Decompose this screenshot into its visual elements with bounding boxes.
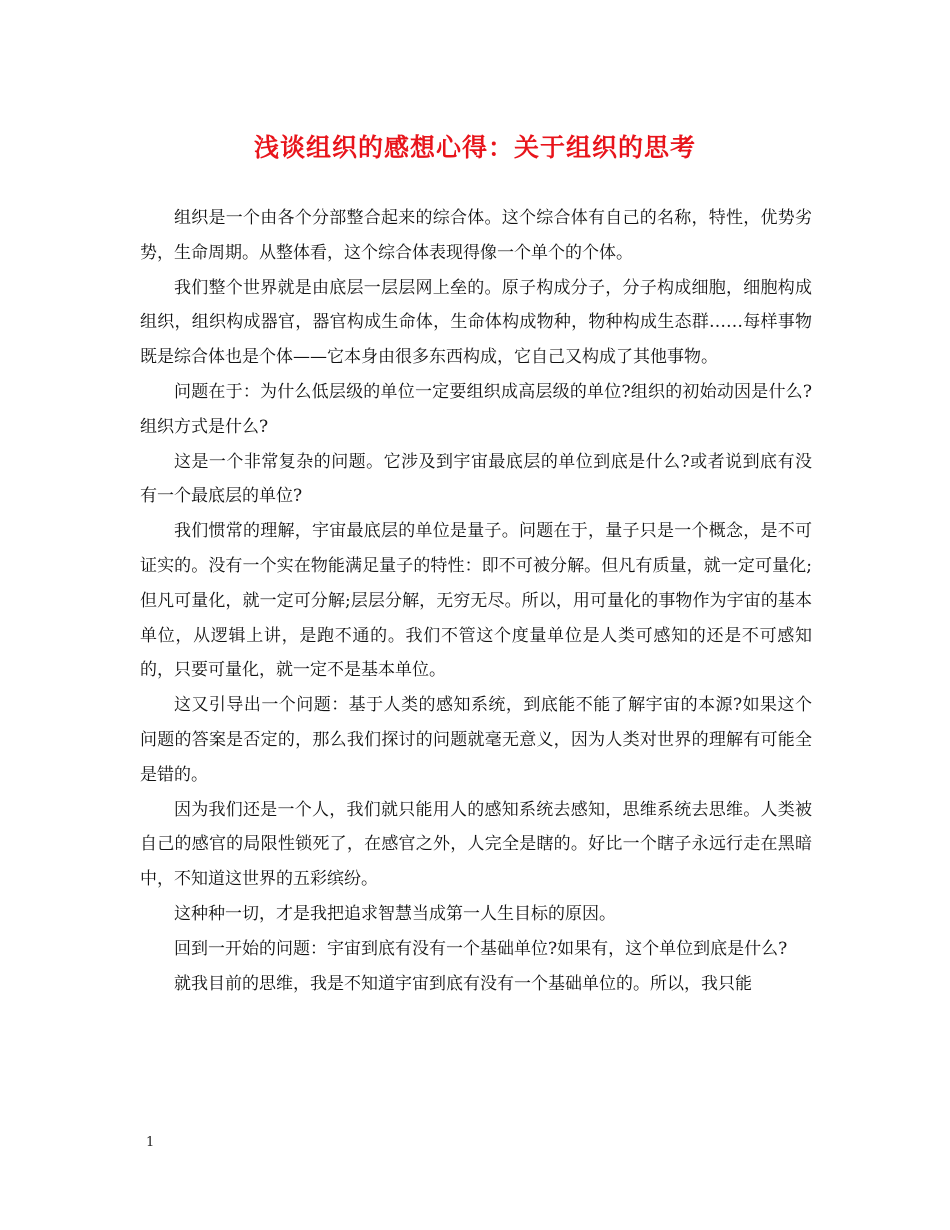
paragraph: 这是一个非常复杂的问题。它涉及到宇宙最底层的单位到底是什么?或者说到底有没有一个最底层的单位? [140, 451, 812, 507]
page-number: 1 [146, 1135, 155, 1150]
paragraph: 这又引导出一个问题：基于人类的感知系统，到底能不能了解宇宙的本源?如果这个问题的答案是否定的，那么我们探讨的问题就毫无意义，因为人类对世界的理解有可能全是错的。 [140, 695, 812, 785]
paragraph: 问题在于：为什么低层级的单位一定要组织成高层级的单位?组织的初始动因是什么?组织方式是什么? [140, 381, 812, 437]
paragraph: 组织是一个由各个分部整合起来的综合体。这个综合体有自己的名称，特性，优势劣势，生命周期。从整体看，这个综合体表现得像一个单个的个体。 [140, 208, 812, 263]
paragraph: 因为我们还是一个人，我们就只能用人的感知系统去感知，思维系统去思维。人类被自己的感官的局限性锁死了，在感官之外，人完全是瞎的。好比一个瞎子永远行走在黑暗中，不知道这世界的五彩缤纷。 [140, 799, 812, 890]
paragraph: 就我目前的思维，我是不知道宇宙到底有没有一个基础单位的。所以，我只能 [174, 973, 752, 994]
paragraph: 回到一开始的问题：宇宙到底有没有一个基础单位?如果有，这个单位到底是什么? [174, 938, 788, 959]
paragraph: 我们整个世界就是由底层一层层网上垒的。原子构成分子，分子构成细胞，细胞构成组织，组织构成器官，器官构成生命体，生命体构成物种，物种构成生态群……每样事物既是综合体也是个体——它本身由很多东西构成，它自己又构成了其他事物。 [140, 277, 812, 368]
document-title: 浅谈组织的感想心得：关于组织的思考 [253, 133, 696, 162]
document-body [140, 201, 812, 1001]
paragraph: 这种种一切，才是我把追求智慧当成第一人生目标的原因。 [174, 903, 616, 924]
paragraph: 我们惯常的理解，宇宙最底层的单位是量子。问题在于，量子只是一个概念，是不可证实的。没有一个实在物能满足量子的特性：即不可被分解。但凡有质量，就一定可量化;但凡可量化，就一定可分解;层层分解，无穷无尽。所以，用可量化的事物作为宇宙的基本单位，从逻辑上讲，是跑不通的。我们不管这个度量单位是人类可感知的还是不可感知的，只要可量化，就一定不是基本单位。 [140, 521, 812, 681]
